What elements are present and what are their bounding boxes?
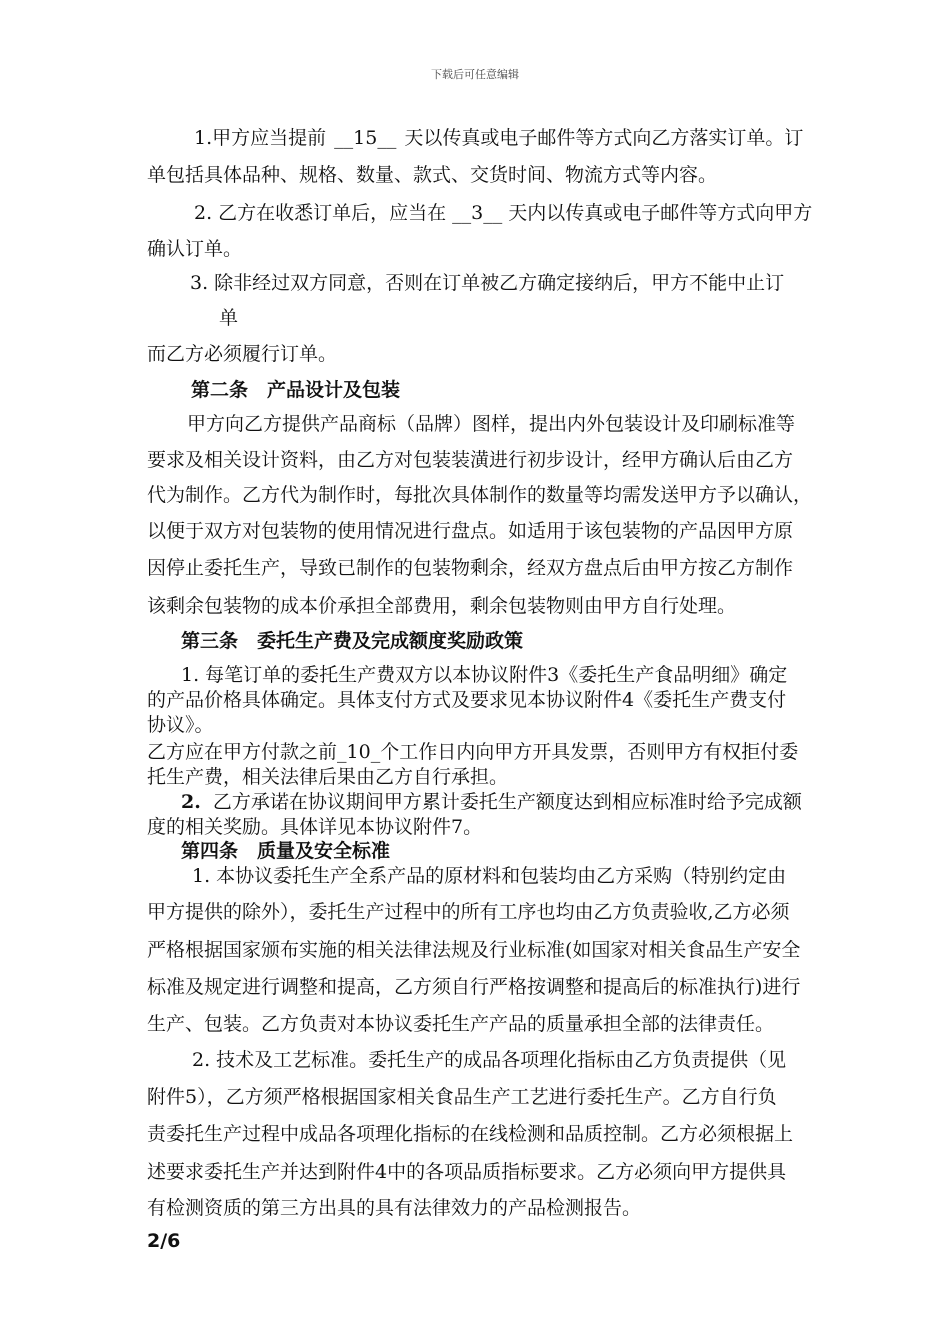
article-3-item-2-line-2: 度的相关奖励。具体详见本协议附件7。 [147, 816, 483, 838]
article-4-item-2-line: 有检测资质的第三方出具的具有法律效力的产品检测报告。 [147, 1197, 642, 1219]
order-item-2-line-2: 确认订单。 [147, 238, 243, 260]
article-3-title: 第三条 委托生产费及完成额度奖励政策 [181, 630, 524, 652]
article-4-item-2-line: 附件5），乙方须严格根据国家相关食品生产工艺进行委托生产。乙方自行负 [147, 1086, 777, 1108]
order-item-1-pre: 1.甲方应当提前 [194, 127, 327, 149]
article-3-item-1-line: 协议》。 [147, 714, 214, 736]
article-4-item-2-line: 2. 技术及工艺标准。委托生产的成品各项理化指标由乙方负责提供（见 [192, 1049, 787, 1071]
order-item-2-line-1 [194, 201, 812, 225]
article-2-line: 要求及相关设计资料，由乙方对包装装潢进行初步设计，经甲方确认后由乙方 [147, 449, 794, 471]
order-item-2-days: __3__ [452, 202, 503, 224]
page-number: 2/6 [147, 1230, 181, 1252]
article-3-invoice-line-2: 托生产费，相关法律后果由乙方自行承担。 [147, 766, 509, 788]
invoice-post: 个工作日内向甲方开具发票，否则甲方有权拒付委 [380, 741, 799, 763]
article-4-item-2-line: 述要求委托生产并达到附件4中的各项品质指标要求。乙方必须向甲方提供具 [147, 1161, 787, 1183]
invoice-pre: 乙方应在甲方付款之前 [147, 741, 338, 763]
order-item-3-line-2: 单 [219, 307, 239, 329]
order-item-1-line-1 [194, 126, 803, 150]
article-2-line: 甲方向乙方提供产品商标（品牌）图样，提出内外包装设计及印刷标准等 [187, 413, 796, 435]
article-3-invoice-line-1 [147, 740, 798, 764]
article-4-item-1-line: 甲方提供的除外），委托生产过程中的所有工序也均由乙方负责验收,乙方必须 [147, 901, 790, 923]
order-item-2-post: 天内以传真或电子邮件等方式向甲方 [508, 202, 813, 224]
order-item-1-days: __15__ [334, 127, 397, 149]
article-3-item-1-line: 1. 每笔订单的委托生产费双方以本协议附件3《委托生产食品明细》确定 [181, 664, 788, 686]
article-2-line: 代为制作。乙方代为制作时，每批次具体制作的数量等均需发送甲方予以确认， [147, 484, 813, 506]
page-header-note: 下载后可任意编辑 [431, 68, 519, 81]
article-2-line: 以便于双方对包装物的使用情况进行盘点。如适用于该包装物的产品因甲方原 [147, 520, 794, 542]
article-2-line: 因停止委托生产，导致已制作的包装物剩余，经双方盘点后由甲方按乙方制作 [147, 557, 794, 579]
article-3-item-2-number: 2. [181, 791, 201, 813]
article-3-item-2-text: 乙方承诺在协议期间甲方累计委托生产额度达到相应标准时给予完成额 [212, 791, 802, 813]
invoice-days: _10_ [337, 741, 381, 763]
article-4-title: 第四条 质量及安全标准 [181, 840, 391, 862]
order-item-3-line-1: 3. 除非经过双方同意，否则在订单被乙方确定接纳后，甲方不能中止订 [190, 272, 785, 294]
article-3-item-1-line: 的产品价格具体确定。具体支付方式及要求见本协议附件4《委托生产费支付 [147, 689, 787, 711]
article-4-item-1-line: 严格根据国家颁布实施的相关法律法规及行业标准(如国家对相关食品生产安全 [147, 939, 801, 961]
article-4-item-1-line: 1. 本协议委托生产全系产品的原材料和包装均由乙方采购（特别约定由 [192, 865, 787, 887]
order-item-2-pre: 2. 乙方在收悉订单后，应当在 [194, 202, 447, 224]
article-2-title: 第二条 产品设计及包装 [191, 379, 401, 401]
article-4-item-2-line: 责委托生产过程中成品各项理化指标的在线检测和品质控制。乙方必须根据上 [147, 1123, 794, 1145]
article-4-item-1-line: 标准及规定进行调整和提高，乙方须自行严格按调整和提高后的标准执行)进行 [147, 976, 801, 998]
order-item-1-post: 天以传真或电子邮件等方式向乙方落实订单。订 [404, 127, 804, 149]
article-4-item-1-line: 生产、包装。乙方负责对本协议委托生产产品的质量承担全部的法律责任。 [147, 1013, 775, 1035]
order-item-1-line-2: 单包括具体品种、规格、数量、款式、交货时间、物流方式等内容。 [147, 164, 718, 186]
article-3-item-2-line-1 [181, 790, 802, 814]
article-2-line: 该剩余包装物的成本价承担全部费用，剩余包装物则由甲方自行处理。 [147, 595, 737, 617]
order-item-3-line-3: 而乙方必须履行订单。 [147, 343, 338, 365]
